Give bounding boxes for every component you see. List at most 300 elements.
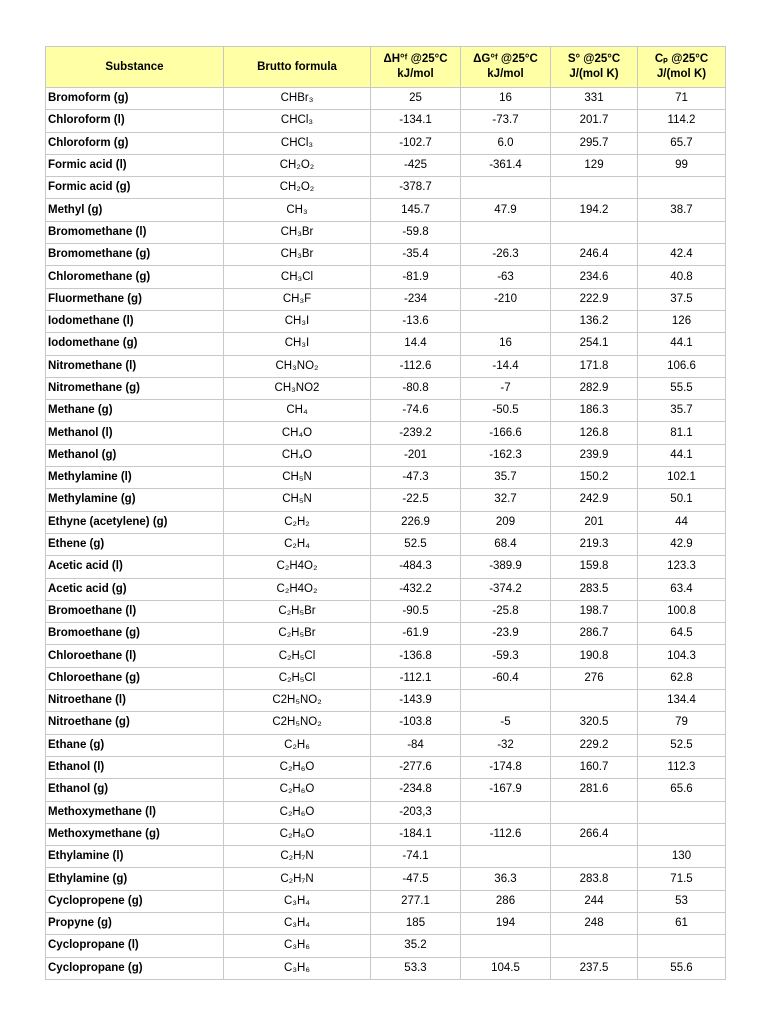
table-row (46, 756, 726, 778)
formula-cell: CH₂O₂ (224, 177, 371, 199)
substance-cell: Ethanol (l) (46, 756, 224, 778)
table-row (46, 266, 726, 288)
enthalpy-cell: -484.3 (371, 556, 461, 578)
heat-capacity-cell: 100.8 (638, 600, 726, 622)
enthalpy-cell: -378.7 (371, 177, 461, 199)
gibbs-cell: -25.8 (461, 600, 551, 622)
entropy-cell: 295.7 (551, 132, 638, 154)
gibbs-cell: -5 (461, 712, 551, 734)
formula-cell: CH₃F (224, 288, 371, 310)
substance-cell: Methane (g) (46, 400, 224, 422)
entropy-cell: 248 (551, 912, 638, 934)
table-header (46, 47, 726, 88)
formula-cell: C₂H₆O (224, 756, 371, 778)
substance-cell: Nitromethane (g) (46, 377, 224, 399)
table-row (46, 846, 726, 868)
formula-cell: C₂H₇N (224, 846, 371, 868)
gibbs-cell: -23.9 (461, 623, 551, 645)
heat-capacity-cell (638, 823, 726, 845)
heat-capacity-cell: 130 (638, 846, 726, 868)
header-enthalpy-line-2: kJ/mol (397, 68, 434, 80)
entropy-cell: 222.9 (551, 288, 638, 310)
enthalpy-cell: -90.5 (371, 600, 461, 622)
heat-capacity-cell (638, 177, 726, 199)
formula-cell: C₂H₆O (224, 801, 371, 823)
header-heat-capacity-line-1: Cₚ @25°C (654, 53, 709, 65)
heat-capacity-cell: 106.6 (638, 355, 726, 377)
entropy-cell (551, 177, 638, 199)
substance-cell: Chloroform (g) (46, 132, 224, 154)
formula-cell: CH₃Br (224, 221, 371, 243)
enthalpy-cell: -432.2 (371, 578, 461, 600)
entropy-cell: 190.8 (551, 645, 638, 667)
enthalpy-cell: 14.4 (371, 333, 461, 355)
table-row (46, 110, 726, 132)
table-row (46, 890, 726, 912)
substance-cell: Bromoform (g) (46, 88, 224, 110)
gibbs-cell: 16 (461, 88, 551, 110)
gibbs-cell (461, 221, 551, 243)
gibbs-cell: 32.7 (461, 489, 551, 511)
entropy-cell: 242.9 (551, 489, 638, 511)
table-row (46, 288, 726, 310)
enthalpy-cell: 35.2 (371, 935, 461, 957)
entropy-cell: 129 (551, 154, 638, 176)
enthalpy-cell: 185 (371, 912, 461, 934)
table-row (46, 333, 726, 355)
enthalpy-cell: -102.7 (371, 132, 461, 154)
thermodynamic-data-table (45, 46, 726, 980)
table-row (46, 88, 726, 110)
formula-cell: CH₃NO2 (224, 377, 371, 399)
formula-cell: CHCl₃ (224, 132, 371, 154)
heat-capacity-cell: 40.8 (638, 266, 726, 288)
formula-cell: CH₃NO₂ (224, 355, 371, 377)
enthalpy-cell: -239.2 (371, 422, 461, 444)
enthalpy-cell: 277.1 (371, 890, 461, 912)
substance-cell: Ethene (g) (46, 533, 224, 555)
substance-cell: Methanol (l) (46, 422, 224, 444)
entropy-cell: 219.3 (551, 533, 638, 555)
formula-cell: C₂H₅Cl (224, 667, 371, 689)
substance-cell: Formic acid (l) (46, 154, 224, 176)
header-formula-line-1: Brutto formula (257, 60, 337, 73)
heat-capacity-cell: 44.1 (638, 333, 726, 355)
formula-cell: CH₃Cl (224, 266, 371, 288)
table-row (46, 310, 726, 332)
enthalpy-cell: 52.5 (371, 533, 461, 555)
table-row (46, 377, 726, 399)
table-row (46, 221, 726, 243)
entropy-cell: 237.5 (551, 957, 638, 979)
heat-capacity-cell: 79 (638, 712, 726, 734)
substance-cell: Nitroethane (l) (46, 690, 224, 712)
entropy-cell: 244 (551, 890, 638, 912)
header-entropy-line-1: S° @25°C (567, 53, 621, 65)
heat-capacity-cell: 112.3 (638, 756, 726, 778)
table-row (46, 533, 726, 555)
formula-cell: CH₅N (224, 489, 371, 511)
table-row (46, 690, 726, 712)
heat-capacity-cell: 81.1 (638, 422, 726, 444)
enthalpy-cell: -234 (371, 288, 461, 310)
header-gibbs (461, 47, 551, 88)
substance-cell: Formic acid (g) (46, 177, 224, 199)
gibbs-cell: -26.3 (461, 244, 551, 266)
entropy-cell: 171.8 (551, 355, 638, 377)
formula-cell: C₂H₂ (224, 511, 371, 533)
heat-capacity-cell: 65.6 (638, 779, 726, 801)
table-row (46, 132, 726, 154)
entropy-cell: 281.6 (551, 779, 638, 801)
substance-cell: Nitromethane (l) (46, 355, 224, 377)
substance-cell: Methyl (g) (46, 199, 224, 221)
formula-cell: C₂H₇N (224, 868, 371, 890)
formula-cell: CH₄O (224, 444, 371, 466)
substance-cell: Chloroethane (g) (46, 667, 224, 689)
entropy-cell: 282.9 (551, 377, 638, 399)
header-entropy-line-2: J/(mol K) (569, 68, 619, 80)
enthalpy-cell: 226.9 (371, 511, 461, 533)
gibbs-cell: -73.7 (461, 110, 551, 132)
enthalpy-cell: -47.3 (371, 467, 461, 489)
formula-cell: CH₃Br (224, 244, 371, 266)
entropy-cell (551, 935, 638, 957)
gibbs-cell: -174.8 (461, 756, 551, 778)
entropy-cell: 126.8 (551, 422, 638, 444)
entropy-cell: 320.5 (551, 712, 638, 734)
entropy-cell: 331 (551, 88, 638, 110)
header-heat-capacity (638, 47, 726, 88)
formula-cell: C2H₅NO₂ (224, 712, 371, 734)
table-row (46, 556, 726, 578)
formula-cell: CH₄O (224, 422, 371, 444)
substance-cell: Methoxymethane (g) (46, 823, 224, 845)
substance-cell: Bromoethane (l) (46, 600, 224, 622)
formula-cell: C₃H₆ (224, 957, 371, 979)
gibbs-cell: -389.9 (461, 556, 551, 578)
table-row (46, 912, 726, 934)
header-enthalpy (371, 47, 461, 88)
gibbs-cell: 194 (461, 912, 551, 934)
heat-capacity-cell: 44 (638, 511, 726, 533)
formula-cell: CH₃I (224, 333, 371, 355)
entropy-cell: 229.2 (551, 734, 638, 756)
substance-cell: Ethylamine (g) (46, 868, 224, 890)
formula-cell: C₂H₅Br (224, 623, 371, 645)
gibbs-cell: 35.7 (461, 467, 551, 489)
enthalpy-cell: 25 (371, 88, 461, 110)
enthalpy-cell: -13.6 (371, 310, 461, 332)
enthalpy-cell: -81.9 (371, 266, 461, 288)
substance-cell: Cyclopropene (g) (46, 890, 224, 912)
table-body (46, 88, 726, 980)
heat-capacity-cell: 38.7 (638, 199, 726, 221)
substance-cell: Nitroethane (g) (46, 712, 224, 734)
header-enthalpy-line-1: ΔH°ᶠ @25°C (383, 53, 448, 65)
substance-cell: Ethyne (acetylene) (g) (46, 511, 224, 533)
entropy-cell: 286.7 (551, 623, 638, 645)
gibbs-cell: 209 (461, 511, 551, 533)
heat-capacity-cell: 63.4 (638, 578, 726, 600)
enthalpy-cell: -22.5 (371, 489, 461, 511)
substance-cell: Acetic acid (g) (46, 578, 224, 600)
heat-capacity-cell: 55.5 (638, 377, 726, 399)
entropy-cell (551, 221, 638, 243)
heat-capacity-cell (638, 801, 726, 823)
table-row (46, 578, 726, 600)
heat-capacity-cell: 53 (638, 890, 726, 912)
enthalpy-cell: -143.9 (371, 690, 461, 712)
heat-capacity-cell: 114.2 (638, 110, 726, 132)
gibbs-cell: -32 (461, 734, 551, 756)
formula-cell: CH₂O₂ (224, 154, 371, 176)
formula-cell: C₃H₄ (224, 890, 371, 912)
formula-cell: C₃H₆ (224, 935, 371, 957)
table-row (46, 422, 726, 444)
enthalpy-cell: -74.1 (371, 846, 461, 868)
substance-cell: Fluormethane (g) (46, 288, 224, 310)
header-gibbs-line-2: kJ/mol (487, 68, 524, 80)
table-row (46, 645, 726, 667)
entropy-cell (551, 801, 638, 823)
formula-cell: CHCl₃ (224, 110, 371, 132)
gibbs-cell: 68.4 (461, 533, 551, 555)
gibbs-cell: -14.4 (461, 355, 551, 377)
header-gibbs-line-1: ΔG°ᶠ @25°C (473, 53, 538, 65)
enthalpy-cell: -112.1 (371, 667, 461, 689)
gibbs-cell (461, 846, 551, 868)
table-row (46, 600, 726, 622)
heat-capacity-cell: 65.7 (638, 132, 726, 154)
entropy-cell: 239.9 (551, 444, 638, 466)
table-row (46, 868, 726, 890)
heat-capacity-cell: 35.7 (638, 400, 726, 422)
heat-capacity-cell: 134.4 (638, 690, 726, 712)
substance-cell: Iodomethane (g) (46, 333, 224, 355)
gibbs-cell: -166.6 (461, 422, 551, 444)
heat-capacity-cell: 42.9 (638, 533, 726, 555)
substance-cell: Chloroform (l) (46, 110, 224, 132)
heat-capacity-cell: 126 (638, 310, 726, 332)
gibbs-cell: -7 (461, 377, 551, 399)
heat-capacity-cell: 50.1 (638, 489, 726, 511)
substance-cell: Cyclopropane (l) (46, 935, 224, 957)
gibbs-cell: 16 (461, 333, 551, 355)
substance-cell: Bromomethane (l) (46, 221, 224, 243)
enthalpy-cell: -134.1 (371, 110, 461, 132)
gibbs-cell (461, 935, 551, 957)
table-row (46, 489, 726, 511)
gibbs-cell: 6.0 (461, 132, 551, 154)
header-row (46, 47, 726, 88)
enthalpy-cell: -112.6 (371, 355, 461, 377)
gibbs-cell: -59.3 (461, 645, 551, 667)
gibbs-cell (461, 801, 551, 823)
substance-cell: Bromoethane (g) (46, 623, 224, 645)
entropy-cell: 186.3 (551, 400, 638, 422)
gibbs-cell (461, 177, 551, 199)
heat-capacity-cell: 102.1 (638, 467, 726, 489)
enthalpy-cell: -425 (371, 154, 461, 176)
enthalpy-cell: -184.1 (371, 823, 461, 845)
table-row (46, 667, 726, 689)
formula-cell: C₂H4O₂ (224, 578, 371, 600)
substance-cell: Methylamine (g) (46, 489, 224, 511)
gibbs-cell: 104.5 (461, 957, 551, 979)
table-row (46, 199, 726, 221)
formula-cell: C₂H₅Cl (224, 645, 371, 667)
entropy-cell: 276 (551, 667, 638, 689)
formula-cell: C2H₅NO₂ (224, 690, 371, 712)
heat-capacity-cell: 62.8 (638, 667, 726, 689)
enthalpy-cell: -201 (371, 444, 461, 466)
substance-cell: Methanol (g) (46, 444, 224, 466)
table-row (46, 801, 726, 823)
header-brutto-formula (224, 47, 371, 88)
substance-cell: Iodomethane (l) (46, 310, 224, 332)
gibbs-cell: -60.4 (461, 667, 551, 689)
header-substance-line-1: Substance (105, 60, 164, 73)
table-row (46, 244, 726, 266)
heat-capacity-cell (638, 221, 726, 243)
entropy-cell: 160.7 (551, 756, 638, 778)
enthalpy-cell: -80.8 (371, 377, 461, 399)
formula-cell: CH₃ (224, 199, 371, 221)
enthalpy-cell: -74.6 (371, 400, 461, 422)
substance-cell: Bromomethane (g) (46, 244, 224, 266)
entropy-cell: 266.4 (551, 823, 638, 845)
enthalpy-cell: -59.8 (371, 221, 461, 243)
gibbs-cell: -162.3 (461, 444, 551, 466)
formula-cell: C₂H₆O (224, 823, 371, 845)
entropy-cell: 201.7 (551, 110, 638, 132)
heat-capacity-cell: 52.5 (638, 734, 726, 756)
heat-capacity-cell: 55.6 (638, 957, 726, 979)
table-row (46, 779, 726, 801)
table-row (46, 823, 726, 845)
table-row (46, 734, 726, 756)
formula-cell: C₂H₆ (224, 734, 371, 756)
gibbs-cell: -361.4 (461, 154, 551, 176)
gibbs-cell: 36.3 (461, 868, 551, 890)
entropy-cell: 283.8 (551, 868, 638, 890)
entropy-cell: 254.1 (551, 333, 638, 355)
gibbs-cell: -63 (461, 266, 551, 288)
entropy-cell: 283.5 (551, 578, 638, 600)
header-substance (46, 47, 224, 88)
enthalpy-cell: -35.4 (371, 244, 461, 266)
entropy-cell (551, 690, 638, 712)
entropy-cell: 234.6 (551, 266, 638, 288)
enthalpy-cell: -103.8 (371, 712, 461, 734)
gibbs-cell (461, 310, 551, 332)
substance-cell: Ethanol (g) (46, 779, 224, 801)
gibbs-cell: 286 (461, 890, 551, 912)
gibbs-cell (461, 690, 551, 712)
table-row (46, 177, 726, 199)
gibbs-cell: -210 (461, 288, 551, 310)
entropy-cell: 246.4 (551, 244, 638, 266)
heat-capacity-cell: 37.5 (638, 288, 726, 310)
gibbs-cell: -374.2 (461, 578, 551, 600)
entropy-cell (551, 846, 638, 868)
substance-cell: Acetic acid (l) (46, 556, 224, 578)
table-row (46, 511, 726, 533)
heat-capacity-cell: 123.3 (638, 556, 726, 578)
table-row (46, 467, 726, 489)
table-row (46, 154, 726, 176)
substance-cell: Chloromethane (g) (46, 266, 224, 288)
table-row (46, 712, 726, 734)
heat-capacity-cell: 64.5 (638, 623, 726, 645)
heat-capacity-cell: 104.3 (638, 645, 726, 667)
table-row (46, 444, 726, 466)
enthalpy-cell: -136.8 (371, 645, 461, 667)
heat-capacity-cell: 42.4 (638, 244, 726, 266)
gibbs-cell: -50.5 (461, 400, 551, 422)
gibbs-cell: 47.9 (461, 199, 551, 221)
table-row (46, 935, 726, 957)
enthalpy-cell: 53.3 (371, 957, 461, 979)
table-row (46, 355, 726, 377)
heat-capacity-cell: 71.5 (638, 868, 726, 890)
formula-cell: CH₄ (224, 400, 371, 422)
formula-cell: C₃H₄ (224, 912, 371, 934)
heat-capacity-cell: 71 (638, 88, 726, 110)
enthalpy-cell: -84 (371, 734, 461, 756)
entropy-cell: 136.2 (551, 310, 638, 332)
header-heat-capacity-line-2: J/(mol K) (656, 68, 707, 80)
substance-cell: Ethane (g) (46, 734, 224, 756)
entropy-cell: 194.2 (551, 199, 638, 221)
entropy-cell: 159.8 (551, 556, 638, 578)
table-row (46, 957, 726, 979)
heat-capacity-cell: 61 (638, 912, 726, 934)
formula-cell: C₂H4O₂ (224, 556, 371, 578)
enthalpy-cell: 145.7 (371, 199, 461, 221)
formula-cell: CHBr₃ (224, 88, 371, 110)
substance-cell: Methoxymethane (l) (46, 801, 224, 823)
header-entropy (551, 47, 638, 88)
entropy-cell: 201 (551, 511, 638, 533)
heat-capacity-cell: 99 (638, 154, 726, 176)
substance-cell: Cyclopropane (g) (46, 957, 224, 979)
formula-cell: C₂H₅Br (224, 600, 371, 622)
table-row (46, 400, 726, 422)
formula-cell: C₂H₄ (224, 533, 371, 555)
entropy-cell: 198.7 (551, 600, 638, 622)
heat-capacity-cell: 44.1 (638, 444, 726, 466)
enthalpy-cell: -61.9 (371, 623, 461, 645)
enthalpy-cell: -47.5 (371, 868, 461, 890)
enthalpy-cell: -277.6 (371, 756, 461, 778)
heat-capacity-cell (638, 935, 726, 957)
formula-cell: CH₅N (224, 467, 371, 489)
gibbs-cell: -167.9 (461, 779, 551, 801)
entropy-cell: 150.2 (551, 467, 638, 489)
substance-cell: Chloroethane (l) (46, 645, 224, 667)
substance-cell: Propyne (g) (46, 912, 224, 934)
substance-cell: Methylamine (l) (46, 467, 224, 489)
formula-cell: C₂H₆O (224, 779, 371, 801)
formula-cell: CH₃I (224, 310, 371, 332)
enthalpy-cell: -203,3 (371, 801, 461, 823)
table-row (46, 623, 726, 645)
enthalpy-cell: -234.8 (371, 779, 461, 801)
gibbs-cell: -112.6 (461, 823, 551, 845)
substance-cell: Ethylamine (l) (46, 846, 224, 868)
